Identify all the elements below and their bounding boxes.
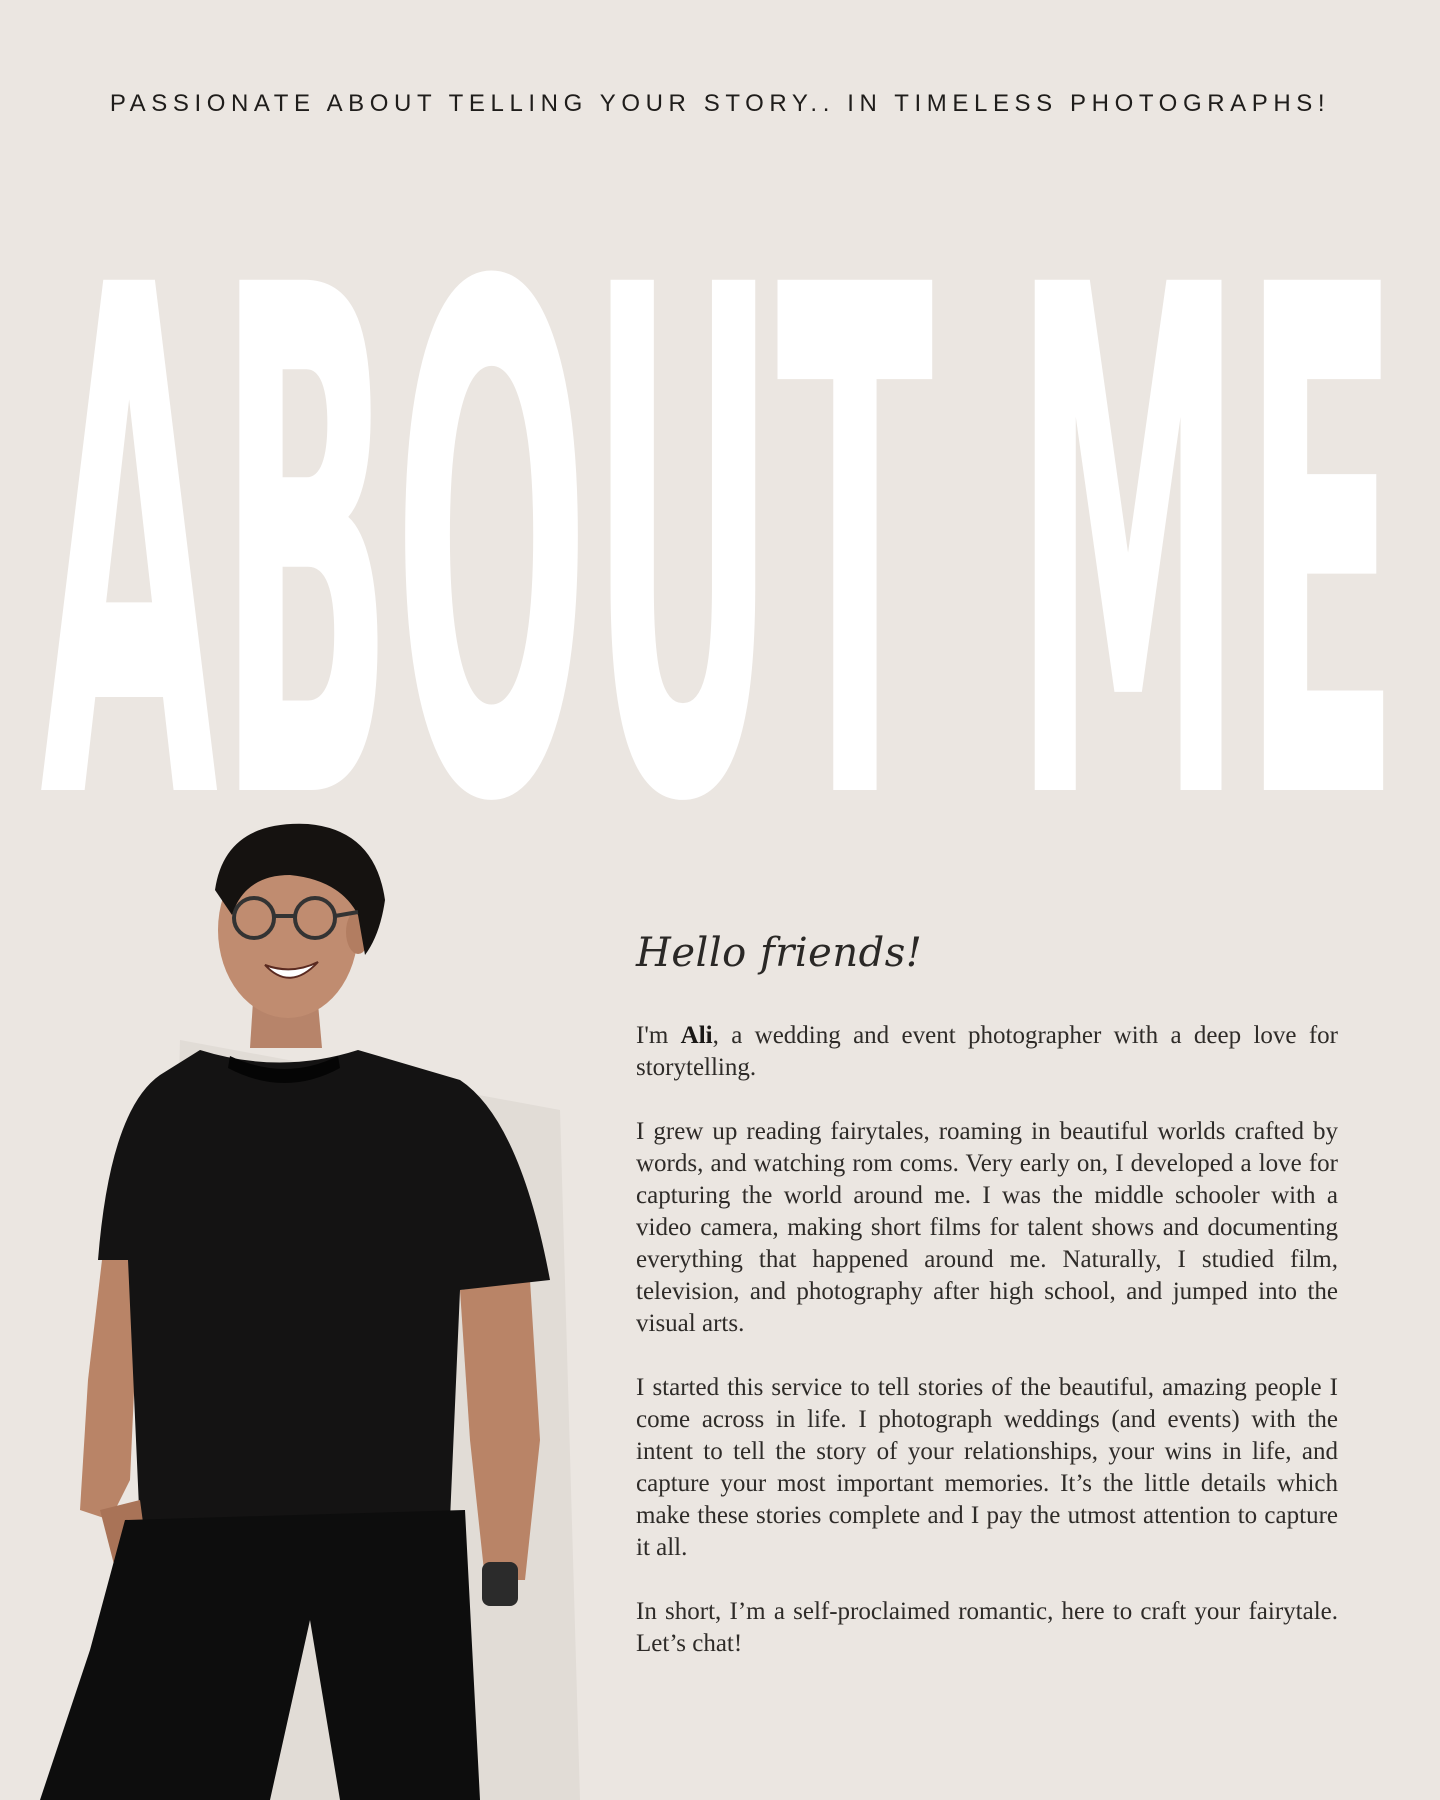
bio-paragraph-service: I started this service to tell stories of the beautiful, amazing people I come across in life. I photograph weddings (and events) with the intent to tell the story of your relationships, your wins in life, and capture your most important memories. It’s the little details which make these stories complete and I pay the utmost attention to capture it all. xyxy=(636,1374,1338,1561)
bio-paragraph-closing: In short, I’m a self-proclaimed romantic, here to craft your fairytale. Let’s chat! xyxy=(636,1598,1338,1657)
intro-suffix: , a wedding and event photographer with a deep love for storytelling. xyxy=(636,1022,1338,1081)
bio-paragraph-intro xyxy=(636,1020,1338,1084)
bio-section xyxy=(636,930,1338,1692)
photographer-name: Ali xyxy=(680,1022,713,1049)
greeting: Hello friends! xyxy=(636,930,923,976)
bio-paragraph-childhood: I grew up reading fairytales, roaming in beautiful worlds crafted by words, and watching rom coms. Very early on, I developed a love for capturing the world around me. I was the middle schooler with a video camera, making short films for talent shows and documenting everything that happened around me. Naturally, I studied film, television, and photography after high school, and jumped into the visual arts. xyxy=(636,1118,1338,1337)
intro-prefix: I'm xyxy=(636,1022,681,1049)
tagline: PASSIONATE ABOUT TELLING YOUR STORY.. IN TIMELESS PHOTOGRAPHS! xyxy=(109,90,1331,117)
portrait-photo xyxy=(40,820,600,1800)
page-title-text: ABOUT ME xyxy=(40,160,1400,800)
page-title xyxy=(40,160,1400,800)
